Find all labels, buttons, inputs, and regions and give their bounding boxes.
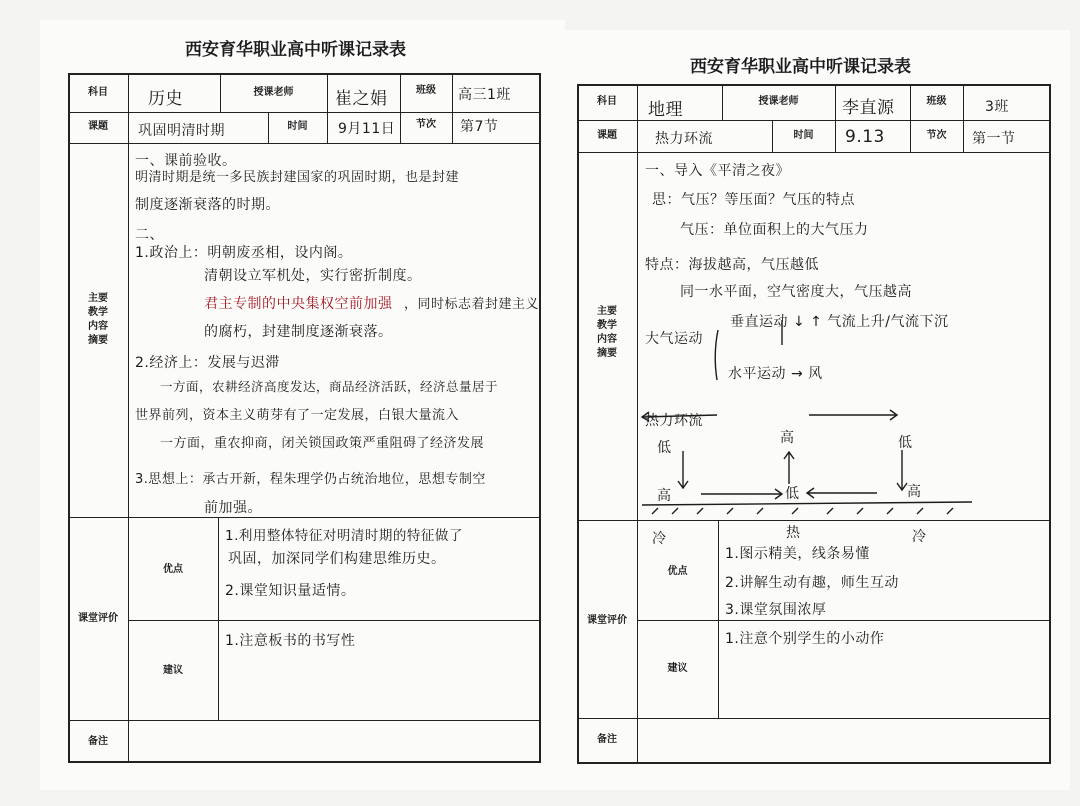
teacher-label: 授课老师 — [758, 96, 799, 107]
content-line: 气压：单位面积上的大气压力 — [680, 222, 869, 238]
content-line-highlight: 君主专制的中央集权空前加强 — [204, 296, 393, 312]
teacher-label: 授课老师 — [253, 87, 294, 98]
content-line: 3.思想上：承古开新，程朱理学仍占统治地位，思想专制空 — [135, 472, 486, 487]
merit-line: 巩固，加深同学们构建思维历史。 — [228, 551, 446, 567]
subject-value: 历史 — [148, 89, 183, 109]
content-line: 二、 — [135, 227, 164, 243]
merit-line: 1.利用整体特征对明清时期的特征做了 — [225, 528, 463, 544]
diagram-temperature-label: 热 — [786, 525, 801, 541]
merit-line: 3.课堂氛围浓厚 — [725, 602, 827, 618]
class-label: 班级 — [926, 96, 947, 107]
content-line: 一方面，农耕经济高度发达，商品经济活跃，经济总量居于 — [160, 379, 499, 394]
suggestion-line: 1.注意板书的书写性 — [225, 633, 356, 649]
topic-label: 课题 — [88, 121, 108, 132]
diagram-pressure-label: 高 — [657, 488, 672, 504]
diagram-pressure-label: 高 — [907, 484, 922, 500]
right-title: 西安育华职业高中听课记录表 — [690, 57, 911, 77]
evaluation-label: 课堂评价 — [587, 615, 627, 626]
merit-line: 2.讲解生动有趣，师生互动 — [725, 575, 899, 591]
content-line: 前加强。 — [204, 500, 262, 516]
content-line: 一、导入《平清之夜》 — [645, 163, 790, 179]
brace-icon — [715, 330, 718, 380]
time-value: 9.13 — [845, 127, 885, 147]
content-line: 大气运动 — [645, 331, 703, 347]
content-line: 热力环流 — [645, 413, 703, 429]
content-line: 水平运动 → 风 — [728, 366, 823, 382]
evaluation-label: 课堂评价 — [78, 613, 118, 624]
content-line: 同一水平面，空气密度大，气压越高 — [680, 284, 912, 300]
period-label: 节次 — [926, 130, 947, 141]
time-value: 9月11日 — [338, 121, 396, 137]
suggestions-label: 建议 — [667, 663, 688, 674]
content-line: 思：气压？等压面？气压的特点 — [652, 192, 855, 208]
period-value: 第7节 — [460, 119, 499, 135]
main-content-label: 主要 教学 内容 摘要 — [88, 293, 108, 346]
notes-label: 备注 — [597, 734, 617, 745]
content-line: 一、课前验收。 — [135, 153, 237, 169]
subject-value: 地理 — [648, 100, 683, 120]
left-title: 西安育华职业高中听课记录表 — [185, 40, 406, 60]
class-value: 3班 — [985, 99, 1009, 115]
suggestions-label: 建议 — [163, 665, 183, 676]
subject-label: 科目 — [597, 96, 617, 107]
content-line: 2.经济上：发展与迟滞 — [135, 355, 280, 371]
diagram-temperature-label: 冷 — [912, 529, 927, 545]
suggestion-line: 1.注意个别学生的小动作 — [725, 631, 885, 647]
time-label: 时间 — [287, 121, 308, 132]
teacher-value: 崔之娟 — [335, 89, 388, 109]
notes-label: 备注 — [88, 736, 108, 747]
topic-value: 热力环流 — [655, 131, 713, 147]
content-line: 一方面，重农抑商，闭关锁国政策严重阻碍了经济发展 — [160, 436, 485, 451]
thermal-circulation-diagram — [577, 300, 1051, 550]
period-value: 第一节 — [972, 131, 1016, 147]
content-line: 的腐朽，封建制度逐渐衰落。 — [204, 324, 393, 340]
merits-label: 优点 — [667, 566, 688, 577]
merit-line: 1.图示精美，线条易懂 — [725, 546, 870, 562]
content-line: 1.政治上：明朝废丞相，设内阁。 — [135, 245, 353, 261]
diagram-temperature-label: 冷 — [652, 531, 667, 547]
content-line: 垂直运动 ↓ ↑ 气流上升/气流下沉 — [730, 314, 949, 330]
topic-value: 巩固明清时期 — [138, 123, 225, 139]
content-line: 世界前列，资本主义萌芽有了一定发展，白银大量流入 — [135, 408, 460, 423]
diagram-pressure-label: 低 — [898, 435, 913, 451]
content-line: 清朝设立军机处，实行密折制度。 — [204, 268, 422, 284]
ground-line — [642, 502, 972, 505]
class-label: 班级 — [416, 85, 436, 96]
content-line: 特点：海拔越高，气压越低 — [645, 257, 819, 273]
topic-label: 课题 — [597, 130, 617, 141]
teacher-value: 李直源 — [842, 98, 895, 118]
content-line: 明清时期是统一多民族封建国家的巩固时期，也是封建 — [135, 170, 460, 185]
content-line: 制度逐渐衰落的时期。 — [135, 197, 280, 213]
diagram-pressure-label: 低 — [657, 440, 672, 456]
subject-label: 科目 — [88, 87, 108, 98]
diagram-pressure-label: 低 — [785, 486, 800, 502]
merit-line: 2.课堂知识量适情。 — [225, 583, 356, 599]
time-label: 时间 — [793, 130, 814, 141]
content-line: ，同时标志着封建主义 — [404, 297, 540, 312]
period-label: 节次 — [416, 119, 436, 130]
merits-label: 优点 — [163, 564, 183, 575]
class-value: 高三1班 — [458, 87, 511, 103]
diagram-pressure-label: 高 — [780, 430, 795, 446]
main-content-label: 主要 教学 内容 摘要 — [597, 306, 617, 359]
